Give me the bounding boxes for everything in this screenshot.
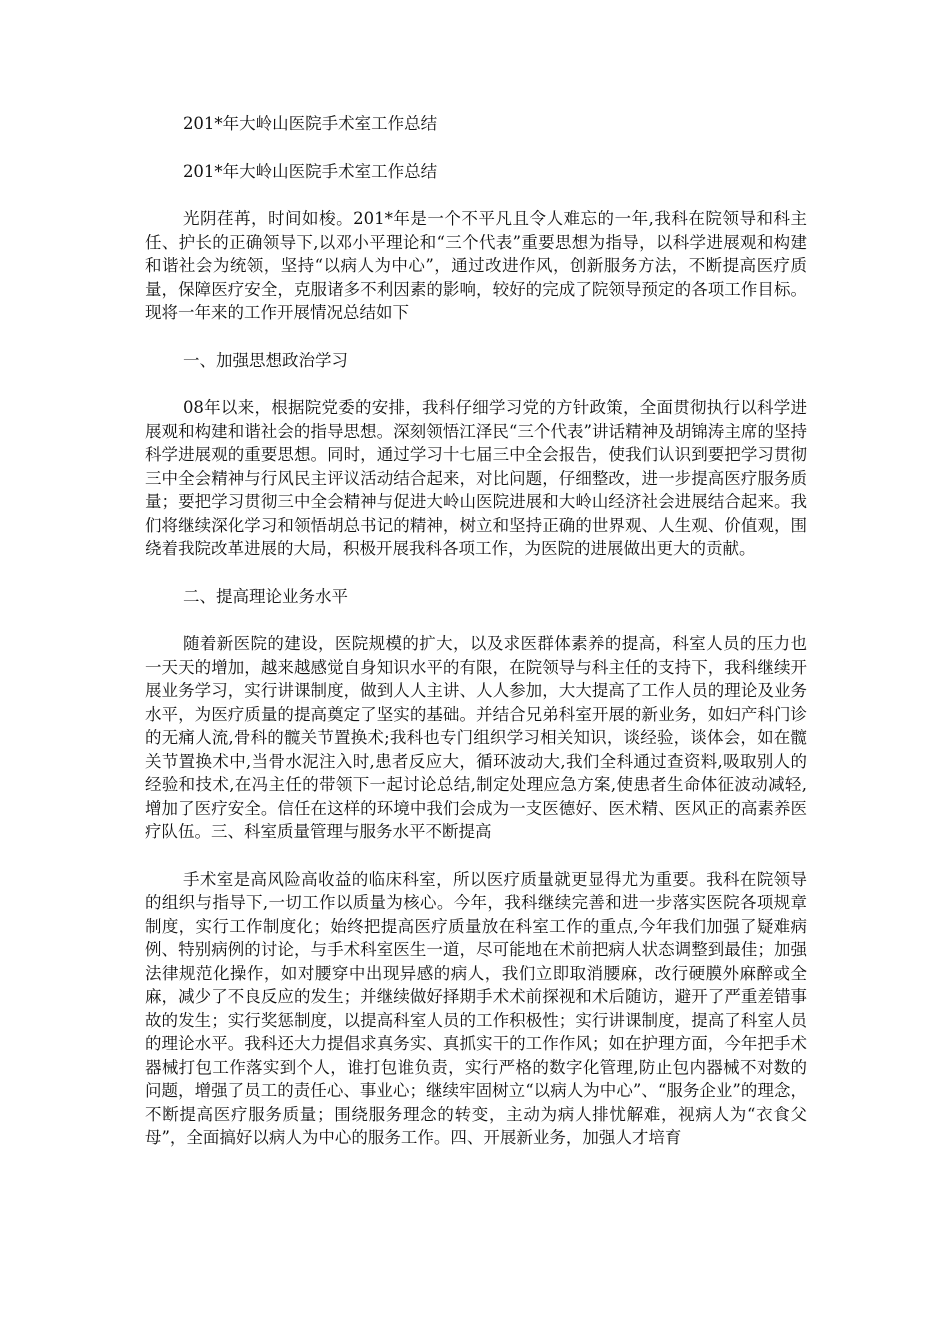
document-subtitle: 201*年大岭山医院手术室工作总结	[182, 161, 438, 181]
section-1-paragraph: 08年以来，根据院党委的安排，我科仔细学习党的方针政策，全面贯彻执行以科学进展观和构建和谐社会的指导思想。深刻领悟江泽民“三个代表”讲话精神及胡锦涛主席的坚持科学进展观的重要思想。同时，通过学习十七届三中全会报告，使我们认识到要把学习贯彻三中全会精神与行风民主评议活动结合起来，对比问题，仔细整改，进一步提高医疗服务质量；要把学习贯彻三中全会精神与促进大岭山医院进展和大岭山经济社会进展结合起来。我们将继续深化学习和领悟胡总书记的精神，树立和坚持正确的世界观、人生观、价值观，围绕着我院改革进展的大局，积极开展我科各项工作，为医院的进展做出更大的贡献。	[145, 398, 807, 558]
section-heading-2: 二、提高理论业务水平	[182, 586, 348, 606]
document-title: 201*年大岭山医院手术室工作总结	[182, 114, 438, 133]
document-body	[145, 112, 807, 1174]
intro-paragraph: 光阴荏苒，时间如梭。201*年是一个不平凡且令人难忘的一年,我科在院领导和科主任、护长的正确领导下,以邓小平理论和“三个代表”重要思想为指导，以科学进展观和构建和谐社会为统领，坚持“以病人为中心”，通过改进作风，创新服务方法，不断提高医疗质量，保障医疗安全，克服诸多不利因素的影响，较好的完成了院领导预定的各项工作目标。现将一年来的工作开展情况总结如下	[145, 209, 807, 322]
section-3-paragraph: 手术室是高风险高收益的临床科室，所以医疗质量就更显得尤为重要。我科在院领导的组织与指导下,一切工作以质量为核心。今年，我科继续完善和进一步落实医院各项规章制度，实行工作制度化；始终把提高医疗质量放在科室工作的重点,今年我们加强了疑难病例、特别病例的讨论，与手术科室医生一道，尽可能地在术前把病人状态调整到最佳；加强法律规范化操作，如对腰穿中出现异感的病人，我们立即取消腰麻，改行硬膜外麻醉或全麻，减少了不良反应的发生；并继续做好择期手术术前探视和术后随访，避开了严重差错事故的发生；实行奖惩制度，以提高科室人员的工作积极性；实行讲课制度，提高了科室人员的理论水平。我科还大力提倡求真务实、真抓实干的工作作风；如在护理方面，今年把手术器械打包工作落实到个人，谁打包谁负责，实行严格的数字化管理,防止包内器械不对数的问题，增强了员工的责任心、事业心；继续牢固树立“以病人为中心”、“服务企业”的理念，不断提高医疗服务质量；围绕服务理念的转变，主动为病人排忧解难，视病人为“衣食父母”，全面搞好以病人为中心的服务工作。四、开展新业务，加强人才培育	[145, 869, 807, 1147]
section-heading-1: 一、加强思想政治学习	[182, 350, 348, 370]
section-2-paragraph: 随着新医院的建设，医院规模的扩大，以及求医群体素养的提高，科室人员的压力也一天天的增加，越来越感觉自身知识水平的有限，在院领导与科主任的支持下，我科继续开展业务学习，实行讲课制度，做到人人主讲、人人参加，大大提高了工作人员的理论及业务水平，为医疗质量的提高奠定了坚实的基础。并结合兄弟科室开展的新业务，如妇产科门诊的无痛人流,骨科的髋关节置换术;我科也专门组织学习相关知识，谈经验，谈体会，如在髋关节置换术中,当骨水泥注入时,患者反应大，循环波动大,我们全科通过查资料,吸取别人的经验和技术,在冯主任的带领下一起讨论总结,制定处理应急方案,使患者生命体征波动减轻,增加了医疗安全。信任在这样的环境中我们会成为一支医德好、医术精、医风正的高素养医疗队伍。三、科室质量管理与服务水平不断提高	[145, 634, 807, 841]
